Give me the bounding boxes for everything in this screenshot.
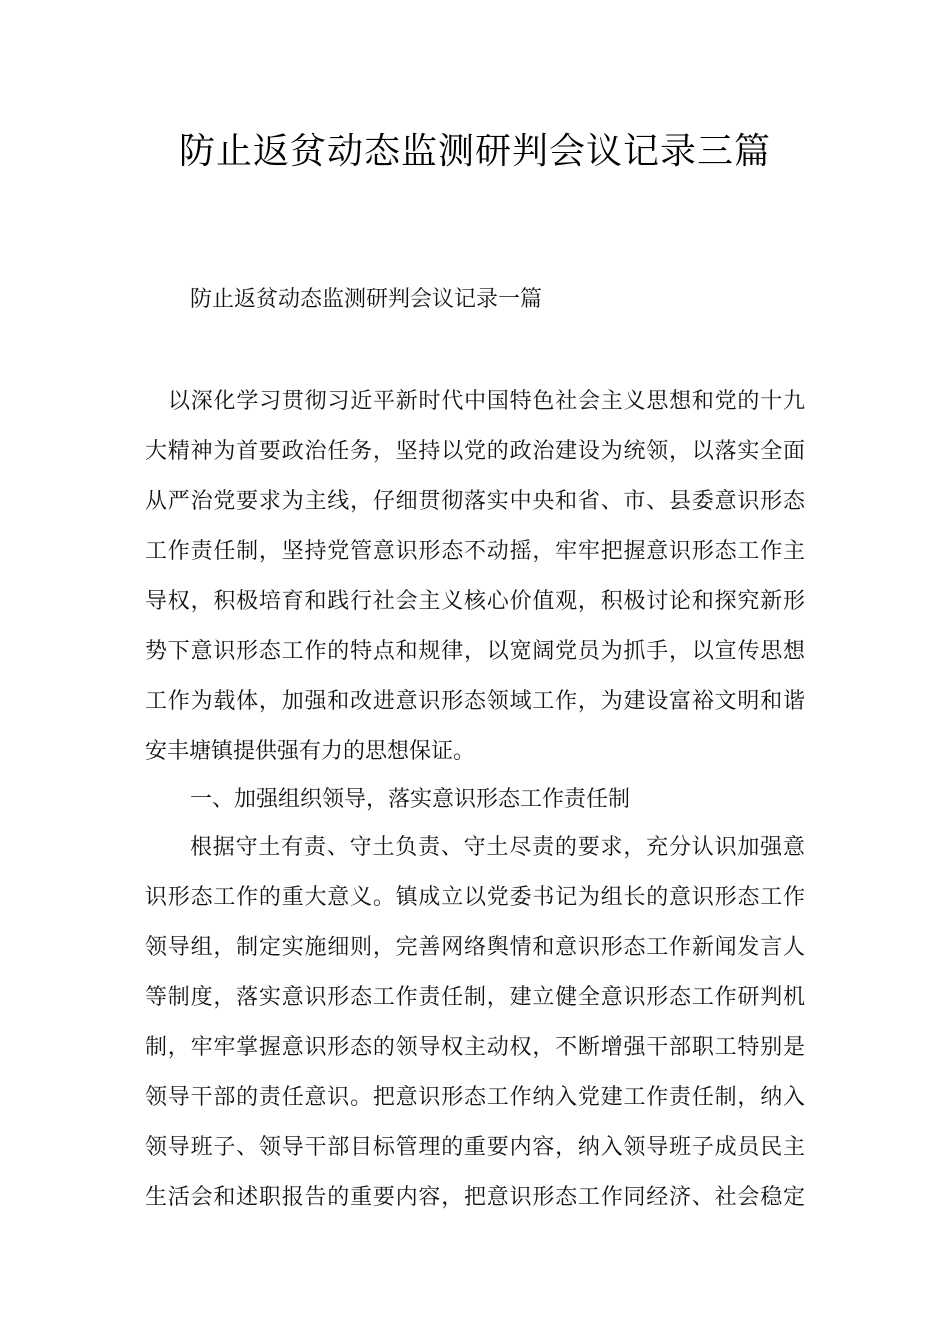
paragraph-line: 领导干部的责任意识。把意识形态工作纳入党建工作责任制，纳入 (145, 1085, 805, 1110)
paragraph-line: 工作责任制，坚持党管意识形态不动摇，牢牢把握意识形态工作主 (145, 539, 805, 564)
paragraph-line: 识形态工作的重大意义。镇成立以党委书记为组长的意识形态工作 (145, 885, 805, 910)
paragraph-line: 安丰塘镇提供强有力的思想保证。 (145, 739, 476, 764)
paragraph-line: 以深化学习贯彻习近平新时代中国特色社会主义思想和党的十九 (168, 389, 805, 414)
document-title: 防止返贫动态监测研判会议记录三篇 (178, 131, 771, 172)
document-subtitle: 防止返贫动态监测研判会议记录一篇 (190, 287, 543, 312)
paragraph-line: 根据守土有责、守土负责、守土尽责的要求，充分认识加强意 (190, 835, 805, 860)
paragraph-line: 导权，积极培育和践行社会主义核心价值观，积极讨论和探究新形 (145, 589, 805, 614)
paragraph-line: 工作为载体，加强和改进意识形态领域工作，为建设富裕文明和谐 (145, 689, 805, 714)
paragraph-line: 大精神为首要政治任务，坚持以党的政治建设为统领，以落实全面 (145, 439, 805, 464)
paragraph-line: 领导班子、领导干部目标管理的重要内容，纳入领导班子成员民主 (145, 1135, 805, 1160)
paragraph-line: 领导组，制定实施细则，完善网络舆情和意识形态工作新闻发言人 (145, 935, 805, 960)
paragraph-line: 等制度，落实意识形态工作责任制，建立健全意识形态工作研判机 (145, 985, 805, 1010)
paragraph-line: 从严治党要求为主线，仔细贯彻落实中央和省、市、县委意识形态 (145, 489, 805, 514)
paragraph-line: 势下意识形态工作的特点和规律，以宽阔党员为抓手，以宣传思想 (145, 639, 805, 664)
paragraph-line: 制，牢牢掌握意识形态的领导权主动权，不断增强干部职工特别是 (145, 1035, 805, 1060)
paragraph-line: 生活会和述职报告的重要内容，把意识形态工作同经济、社会稳定 (145, 1185, 805, 1210)
section-heading: 一、加强组织领导，落实意识形态工作责任制 (190, 787, 631, 812)
